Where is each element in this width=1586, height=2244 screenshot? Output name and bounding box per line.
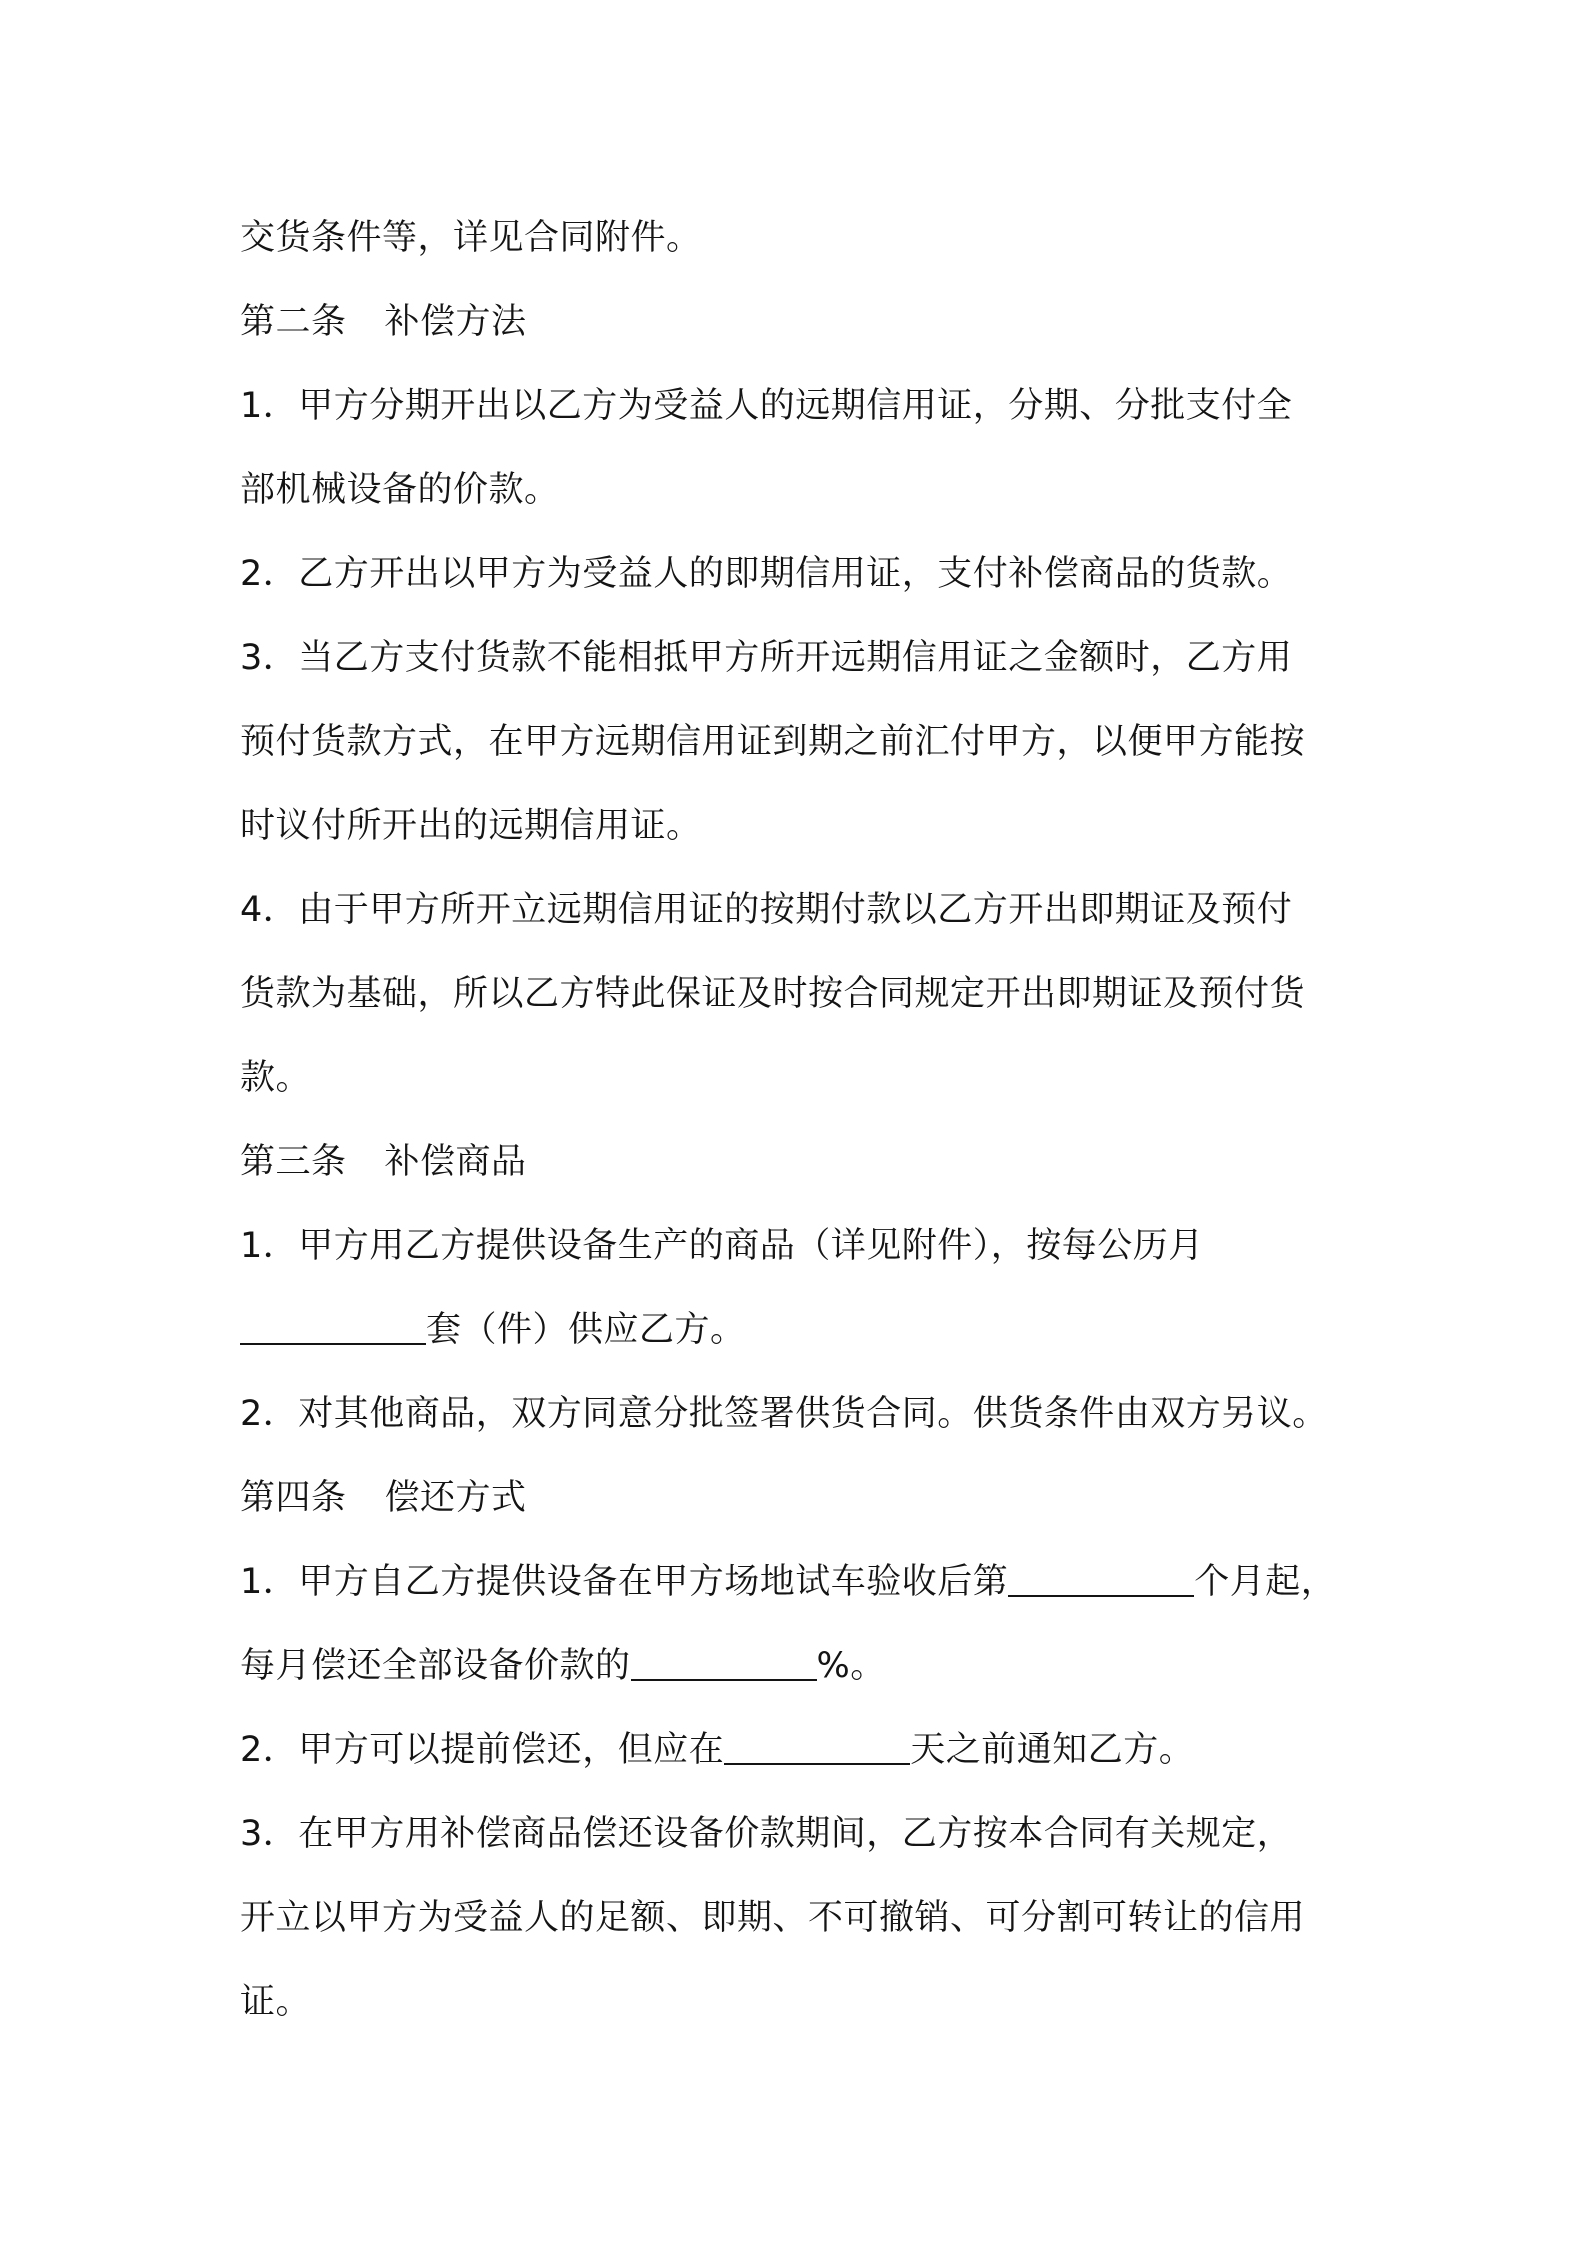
paragraph-line (240, 1624, 1380, 1708)
paragraph-line: 1．甲方分期开出以乙方为受益人的远期信用证，分期、分批支付全 (240, 386, 1293, 426)
line-text: 每月偿还全部设备价款的 (240, 1646, 631, 1686)
contract-text (240, 196, 1380, 2044)
paragraph-line: 部机械设备的价款。 (240, 470, 560, 510)
article-title: 补偿商品 (384, 1142, 527, 1182)
paragraph-line: 预付货款方式，在甲方远期信用证到期之前汇付甲方，以便甲方能按 (240, 722, 1306, 762)
line-text: 2．甲方可以提前偿还，但应在 (240, 1730, 725, 1770)
paragraph-line (240, 1288, 1380, 1372)
line-text: 天之前通知乙方。 (910, 1730, 1195, 1770)
fill-in-blank[interactable] (1008, 1559, 1194, 1597)
paragraph-line (240, 1540, 1380, 1624)
paragraph-line: 2．乙方开出以甲方为受益人的即期信用证，支付补偿商品的货款。 (240, 554, 1293, 594)
article-heading-4 (240, 1456, 1380, 1540)
paragraph-line: 交货条件等，详见合同附件。 (240, 218, 702, 258)
paragraph-line: 证。 (240, 1982, 312, 2022)
paragraph-line: 3．在甲方用补偿商品偿还设备价款期间，乙方按本合同有关规定， (240, 1814, 1293, 1854)
article-heading-2 (240, 280, 1380, 364)
paragraph-line: 时议付所开出的远期信用证。 (240, 806, 702, 846)
article-heading-3 (240, 1120, 1380, 1204)
fill-in-blank[interactable] (724, 1727, 910, 1765)
paragraph-line: 3．当乙方支付货款不能相抵甲方所开远期信用证之金额时，乙方用 (240, 638, 1293, 678)
line-text: 个月起， (1194, 1562, 1337, 1602)
paragraph-line: 款。 (240, 1058, 312, 1098)
article-number: 第三条 (240, 1142, 347, 1182)
fill-in-blank[interactable] (240, 1307, 426, 1345)
paragraph-line: 开立以甲方为受益人的足额、即期、不可撤销、可分割可转让的信用 (240, 1898, 1306, 1938)
paragraph-line: 2．对其他商品，双方同意分批签署供货合同。供货条件由双方另议。 (240, 1394, 1328, 1434)
line-text: 1．甲方自乙方提供设备在甲方场地试车验收后第 (240, 1562, 1009, 1602)
article-title: 补偿方法 (384, 302, 527, 342)
article-number: 第四条 (240, 1478, 347, 1518)
paragraph-line: 4．由于甲方所开立远期信用证的按期付款以乙方开出即期证及预付 (240, 890, 1293, 930)
line-text: 套（件）供应乙方。 (426, 1310, 746, 1350)
fill-in-blank[interactable] (631, 1643, 817, 1681)
paragraph-line (240, 1708, 1380, 1792)
line-text: %。 (816, 1646, 886, 1686)
article-title: 偿还方式 (384, 1478, 527, 1518)
article-number: 第二条 (240, 302, 347, 342)
paragraph-line: 1．甲方用乙方提供设备生产的商品（详见附件），按每公历月 (240, 1226, 1204, 1266)
paragraph-line: 货款为基础，所以乙方特此保证及时按合同规定开出即期证及预付货 (240, 974, 1306, 1014)
